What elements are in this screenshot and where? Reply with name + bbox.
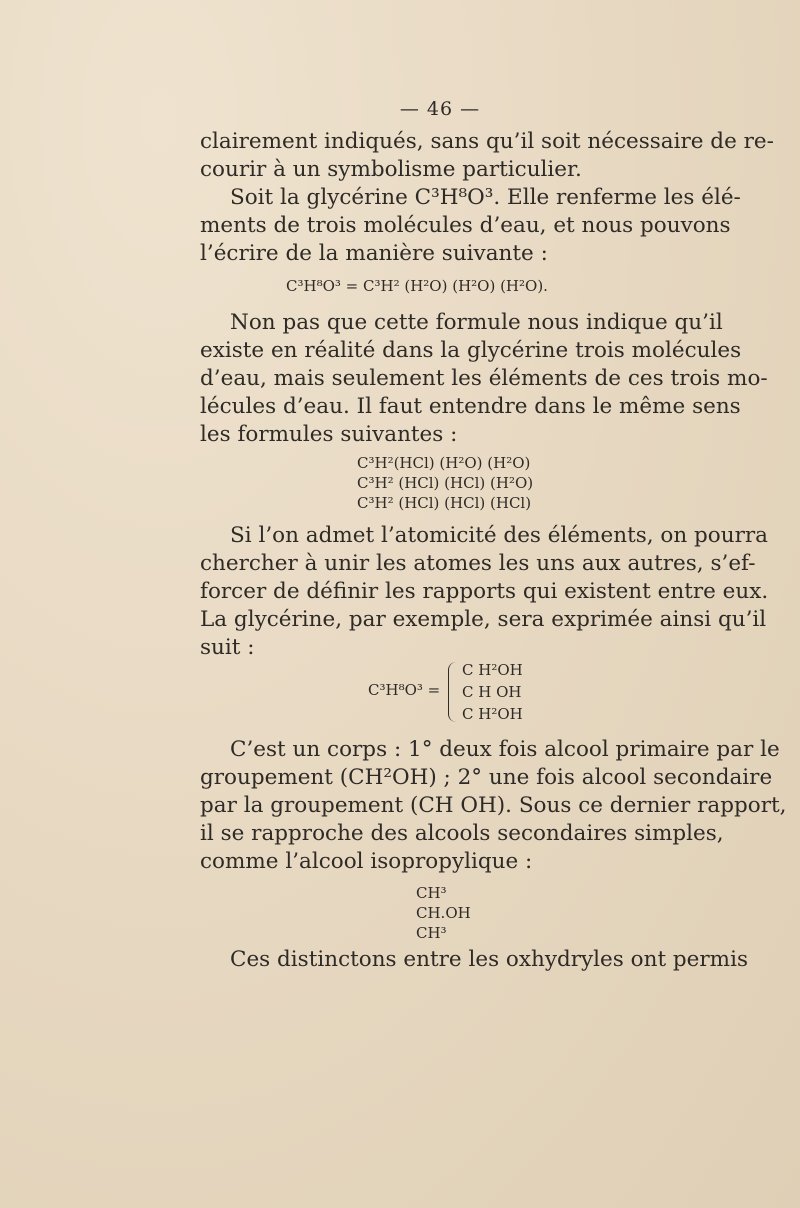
text-line: Non pas que cette formule nous indique qu’il (230, 310, 723, 335)
formula-line: C³H² (HCl) (HCl) (HCl) (357, 494, 532, 512)
text-line: il se rapproche des alcools secondaires simples, (200, 821, 724, 846)
formula-left-side: C³H⁸O³ = (368, 681, 441, 699)
text-line: suit : (200, 635, 255, 660)
text-line: forcer de définir les rapports qui existent entre eux. (200, 579, 769, 604)
text-line: La glycérine, par exemple, sera exprimée ainsi qu’il (200, 607, 767, 632)
text-line: Soit la glycérine C³H⁸O³. Elle renferme les élé- (230, 185, 741, 210)
text-line: ments de trois molécules d’eau, et nous pouvons (200, 213, 731, 238)
formula-row: CH³ (416, 924, 447, 942)
text-line: d’eau, mais seulement les éléments de ces trois mo- (200, 366, 768, 391)
formula-row: C H OH (462, 683, 522, 701)
text-line: C’est un corps : 1° deux fois alcool primaire par le (230, 737, 780, 762)
formula-glycerine-water: C³H⁸O³ = C³H² (H²O) (H²O) (H²O). (286, 277, 548, 295)
formula-row: CH³ (416, 884, 447, 902)
formula-line: C³H²(HCl) (H²O) (H²O) (357, 454, 531, 472)
formula-line: C³H² (HCl) (HCl) (H²O) (357, 474, 534, 492)
text-line: Si l’on admet l’atomicité des éléments, on pourra (230, 523, 768, 548)
text-line: groupement (CH²OH) ; 2° une fois alcool secondaire (200, 765, 773, 790)
text-line: comme l’alcool isopropylique : (200, 849, 533, 874)
brace (448, 662, 457, 722)
text-line: existe en réalité dans la glycérine trois molécules (200, 338, 742, 363)
text-line: l’écrire de la manière suivante : (200, 241, 548, 266)
text-line: courir à un symbolisme particulier. (200, 157, 582, 182)
text-line: les formules suivantes : (200, 422, 458, 447)
formula-row: C H²OH (462, 705, 523, 723)
text-line: chercher à unir les atomes les uns aux autres, s’ef- (200, 551, 756, 576)
text-line: lécules d’eau. Il faut entendre dans le même sens (200, 394, 741, 419)
text-line: clairement indiqués, sans qu’il soit nécessaire de re- (200, 129, 774, 154)
page-number: — 46 — (399, 98, 481, 120)
formula-row: CH.OH (416, 904, 471, 922)
text-line: par la groupement (CH OH). Sous ce dernier rapport, (200, 793, 787, 818)
formula-row: C H²OH (462, 661, 523, 679)
text-line: Ces distinctons entre les oxhydryles ont permis (230, 947, 748, 972)
